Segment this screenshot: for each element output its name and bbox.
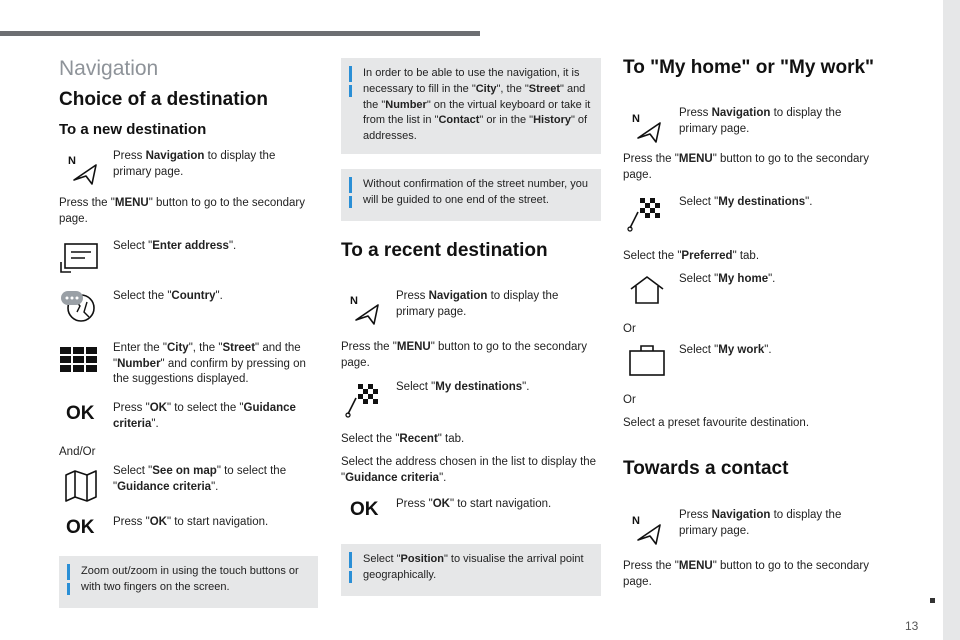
- enter-address-icon: [59, 240, 101, 276]
- step-press-navigation-2: Press Navigation to display the primary page.: [396, 290, 559, 318]
- or-label-2: Or: [623, 394, 636, 406]
- step-my-home: Select "My home".: [679, 273, 776, 285]
- heading-choice-destination: Choice of a destination: [59, 89, 269, 110]
- note-zoom-text: Zoom out/zoom in using the touch buttons or with two fingers on the screen.: [81, 565, 299, 593]
- navigation-arrow-icon: [348, 292, 382, 326]
- step-my-work: Select "My work".: [679, 344, 772, 356]
- ok-button-icon-2: OK: [66, 517, 95, 538]
- map-icon: [63, 468, 99, 504]
- note-fill-city-text: In order to be able to use the navigation, it is necessary to fill in the "City", the "Street" and the "Number" on the virtual keyboard or take it from the list in "Contact" or in the "History" of addresses.: [363, 67, 591, 143]
- step-recent-tab: Select the "Recent" tab.: [341, 433, 465, 445]
- header-rule: [0, 31, 480, 36]
- ok-button-icon-3: OK: [350, 499, 379, 520]
- page-edge-band: [943, 0, 960, 640]
- ok-button-icon: OK: [66, 403, 95, 424]
- note-fill-city: [341, 58, 601, 154]
- info-marker-icon: [349, 66, 352, 82]
- my-destinations-flag-icon: [344, 380, 384, 420]
- step-press-navigation-3: Press Navigation to display the primary page.: [679, 107, 842, 135]
- step-ok-guidance-criteria: Press "OK" to select the "Guidance criteria".: [113, 402, 296, 430]
- step-preset-favourite: Select a preset favourite destination.: [623, 417, 810, 429]
- subheading-new-destination: To a new destination: [59, 121, 207, 138]
- svg-text:N: N: [68, 155, 76, 167]
- note-position: [341, 544, 601, 596]
- step-my-destinations-2: Select "My destinations".: [679, 196, 813, 208]
- note-position-text: Select "Position" to visualise the arrival point geographically.: [363, 553, 584, 581]
- step-press-menu-3: Press the "MENU" button to go to the secondary page.: [623, 153, 869, 181]
- step-enter-address: Select "Enter address".: [113, 240, 237, 252]
- step-press-navigation-4: Press Navigation to display the primary page.: [679, 509, 842, 537]
- note-zoom: [59, 556, 318, 608]
- info-marker-icon: [67, 564, 70, 580]
- svg-text:N: N: [632, 113, 640, 125]
- step-select-address: Select the address chosen in the list to display the "Guidance criteria".: [341, 456, 597, 484]
- or-label-1: Or: [623, 323, 636, 335]
- svg-text:N: N: [632, 515, 640, 527]
- step-select-country: Select the "Country".: [113, 290, 223, 302]
- step-see-on-map: Select "See on map" to select the "Guidance criteria".: [113, 465, 287, 493]
- step-press-menu: Press the "MENU" button to go to the secondary page.: [59, 197, 305, 225]
- step-press-menu-2: Press the "MENU" button to go to the secondary page.: [341, 341, 587, 369]
- step-press-menu-4: Press the "MENU" button to go to the secondary page.: [623, 560, 869, 588]
- and-or-label: And/Or: [59, 446, 96, 458]
- info-marker-icon: [349, 177, 352, 193]
- keyboard-grid-icon: [59, 346, 99, 374]
- my-destinations-flag-icon: [626, 194, 666, 234]
- work-briefcase-icon: [628, 343, 666, 377]
- info-marker-icon: [349, 552, 352, 568]
- section-title: Navigation: [59, 57, 159, 80]
- continued-marker: [930, 598, 935, 603]
- step-my-destinations: Select "My destinations".: [396, 381, 530, 393]
- country-globe-icon: [59, 288, 99, 324]
- step-press-navigation: Press Navigation to display the primary page.: [113, 150, 276, 178]
- step-press-ok-start-2: Press "OK" to start navigation.: [396, 498, 552, 510]
- step-preferred-tab: Select the "Preferred" tab.: [623, 250, 760, 262]
- step-enter-city-street: Enter the "City", the "Street" and the "Number" and confirm by pressing on the suggestions displayed.: [113, 342, 306, 385]
- step-press-ok-start: Press "OK" to start navigation.: [113, 516, 269, 528]
- note-street-number-text: Without confirmation of the street number, you will be guided to one end of the street.: [363, 178, 589, 206]
- navigation-arrow-icon: [630, 512, 664, 546]
- svg-text:N: N: [350, 295, 358, 307]
- heading-towards-contact: Towards a contact: [623, 458, 789, 479]
- page-number: 13: [905, 619, 919, 633]
- navigation-arrow-icon: [66, 152, 100, 186]
- note-street-number: [341, 169, 601, 221]
- navigation-arrow-icon: [630, 110, 664, 144]
- home-icon: [628, 274, 666, 306]
- heading-recent-destination: To a recent destination: [341, 240, 548, 261]
- heading-my-home-work: To "My home" or "My work": [623, 57, 875, 78]
